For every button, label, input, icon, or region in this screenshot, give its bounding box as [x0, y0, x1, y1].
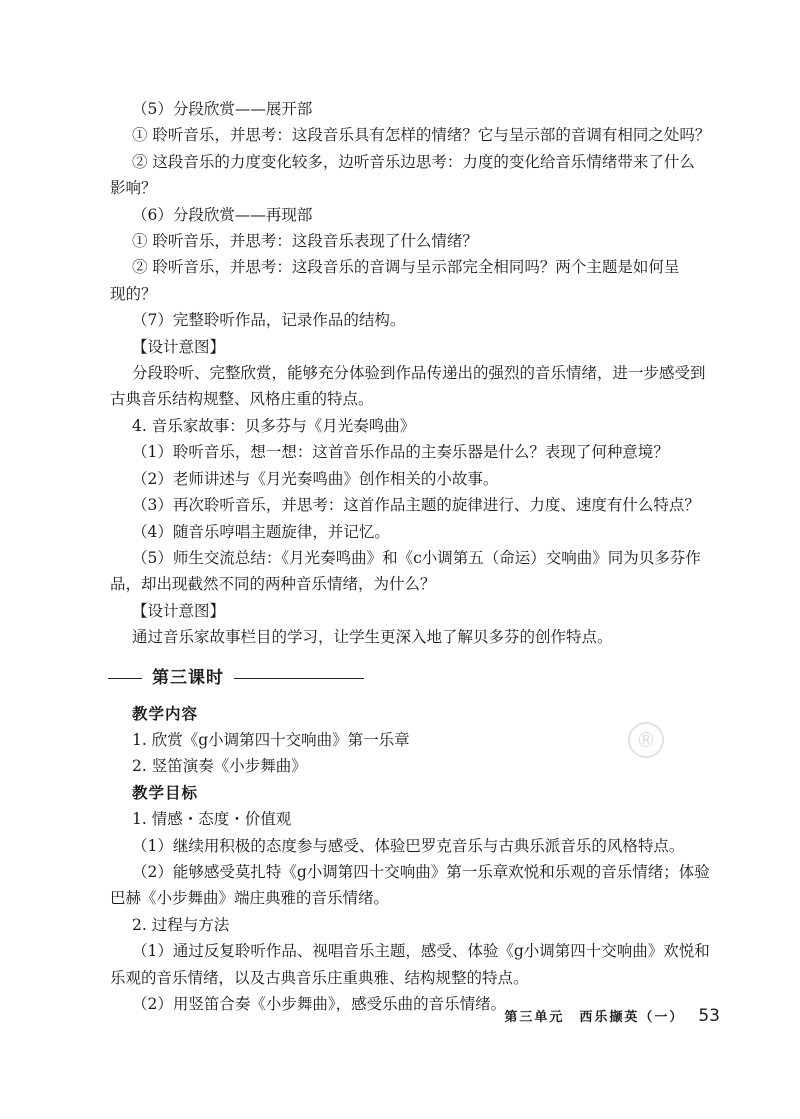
- question-line-cont: 影响？: [110, 179, 157, 198]
- step-line: （4）随音乐哼唱主题旋律，并记忆。: [132, 522, 390, 541]
- step-heading: （7）完整聆听作品，记录作品的结构。: [132, 311, 406, 330]
- goal-heading: 1. 情感・态度・价值观: [132, 810, 292, 829]
- question-line: ② 这段音乐的力度变化较多，边听音乐边思考：力度的变化给音乐情绪带来了什么: [132, 152, 695, 171]
- question-line-cont: 现的？: [110, 284, 157, 303]
- page-footer: [480, 1006, 720, 1030]
- design-intent-text: 分段聆听、完整欣赏，能够充分体验到作品传递出的强烈的音乐情绪，进一步感受到: [132, 364, 706, 383]
- goal-heading: 2. 过程与方法: [132, 915, 230, 934]
- content-item: 1. 欣赏《g小调第四十交响曲》第一乐章: [132, 730, 410, 749]
- design-intent-heading: 【设计意图】: [132, 601, 226, 620]
- question-line: ② 聆听音乐，并思考：这段音乐的音调与呈示部完全相同吗？两个主题是如何呈: [132, 258, 680, 277]
- goal-line-cont: 巴赫《小步舞曲》端庄典雅的音乐情绪。: [110, 889, 390, 908]
- page-body: [110, 96, 718, 1017]
- activity-heading: 4. 音乐家故事：贝多芬与《月光奏鸣曲》: [132, 416, 416, 435]
- step-line: （1）聆听音乐，想一想：这首音乐作品的主奏乐器是什么？表现了何种意境？: [132, 443, 669, 462]
- section-rule-right: [234, 678, 364, 680]
- lesson-section-header: [108, 667, 718, 691]
- subheading-goals: 教学目标: [132, 782, 199, 802]
- step-line: （5）师生交流总结：《月光奏鸣曲》和《c小调第五（命运）交响曲》同为贝多芬作: [132, 548, 701, 567]
- design-intent-text-cont: 古典音乐结构规整、风格庄重的特点。: [110, 390, 374, 409]
- goal-line: （1）通过反复聆听作品、视唱音乐主题，感受、体验《g小调第四十交响曲》欢悦和: [132, 942, 710, 961]
- design-intent-text: 通过音乐家故事栏目的学习，让学生更深入地了解贝多芬的创作特点。: [132, 628, 613, 647]
- step-line: （2）老师讲述与《月光奏鸣曲》创作相关的小故事。: [132, 469, 499, 488]
- section-rule-left: [108, 678, 142, 680]
- question-line: ① 聆听音乐，并思考：这段音乐表现了什么情绪？: [132, 232, 478, 251]
- section-title: 第三课时: [152, 668, 224, 689]
- subheading-content: 教学内容: [132, 703, 199, 723]
- goal-line: （1）继续用积极的态度参与感受、体验巴罗克音乐与古典乐派音乐的风格特点。: [132, 836, 685, 855]
- design-intent-heading: 【设计意图】: [132, 337, 226, 356]
- step-heading: （6）分段欣赏——再现部: [132, 205, 313, 224]
- registered-mark: ®: [628, 722, 664, 758]
- step-heading: （5）分段欣赏——展开部: [132, 100, 313, 118]
- goal-line: （2）能够感受莫扎特《g小调第四十交响曲》第一乐章欢悦和乐观的音乐情绪；体验: [132, 862, 710, 881]
- goal-line: （2）用竖笛合奏《小步舞曲》，感受乐曲的音乐情绪。: [132, 995, 507, 1013]
- question-line: ① 聆听音乐，并思考：这段音乐具有怎样的情绪？它与呈示部的音调有相同之处吗？: [132, 126, 711, 145]
- unit-title: 第三单元 西乐撷英（一）: [504, 1010, 685, 1025]
- step-line: （3）再次聆听音乐，并思考：这首作品主题的旋律进行、力度、速度有什么特点？: [132, 496, 700, 515]
- content-item: 2. 竖笛演奏《小步舞曲》: [132, 757, 307, 776]
- goal-line-cont: 乐观的音乐情绪，以及古典音乐庄重典雅、结构规整的特点。: [110, 968, 529, 987]
- page-number: 53: [698, 1006, 720, 1026]
- step-line-cont: 品，却出现截然不同的两种音乐情绪，为什么？: [110, 575, 436, 594]
